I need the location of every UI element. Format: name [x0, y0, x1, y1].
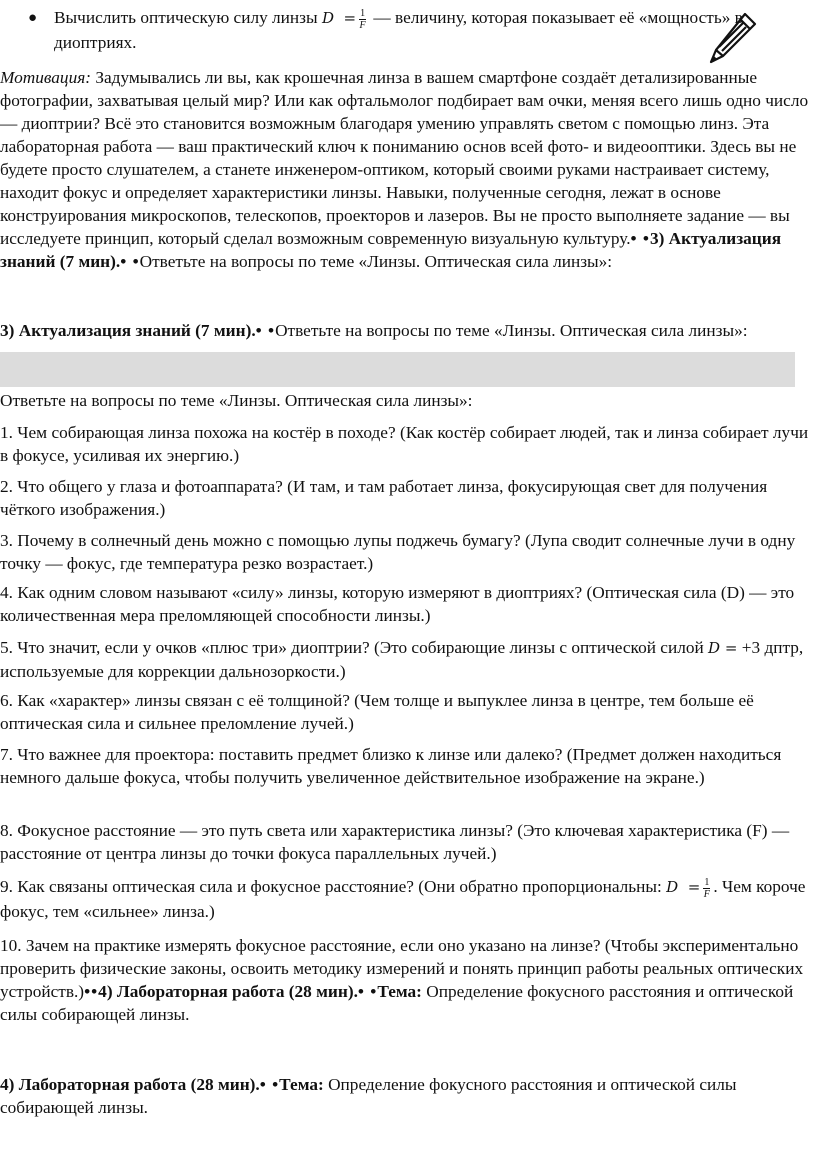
question-8 [0, 819, 812, 865]
fraction-numerator: 1 [704, 876, 710, 888]
bullet-dots: • • [630, 229, 650, 248]
q5-formula: D = [708, 639, 738, 657]
section4-heading-line [0, 1073, 812, 1119]
question-5 [0, 636, 812, 683]
fraction [703, 877, 710, 900]
bullet-dots: • • [259, 1075, 280, 1094]
motivation-text: Задумывались ли вы, как крошечная линза в вашем смартфоне создаёт детализированные фотографии, захватывая целый мир? Или как офтальмолог подбирает вам очки, меняя всего лишь одно число — диоптрии? Всё это становится возможным благодаря умению управлять светом с помощью линз. Эта лабораторная работа — ваш практический ключ к пониманию основ всей фото- и видеооптики. Здесь вы не будете просто слушателем, а станете инженером-оптиком, который своими руками настраивает систему, находит фокус и определяет характеристики линзы. Навыки, полученные сегодня, лежат в основе конструирования микроскопов, телескопов, проекторов и лазеров. Вы не просто выполняете задание — вы исследуете принцип, который сделал возможным современную визуальную культуру. [0, 68, 809, 248]
bullet-item [28, 6, 798, 54]
motivation-label: Мотивация: [0, 68, 92, 87]
q9-formula [666, 878, 700, 896]
bullet-icon: ● [28, 10, 38, 26]
section4-heading: 4) Лабораторная работа (28 мин). [0, 1075, 260, 1094]
inline-section-tail: Ответьте на вопросы по теме «Линзы. Оптическая сила линзы»: [139, 252, 613, 271]
fraction [359, 8, 366, 31]
q9-before: 9. Как связаны оптическая сила и фокусное расстояние? (Они обратно пропорциональны: [0, 877, 667, 896]
question-10 [0, 934, 812, 1026]
topic-label: Тема: [279, 1075, 324, 1094]
topic-text: Определение фокусного расстояния и оптической силы собирающей линзы. [0, 1075, 737, 1117]
formula-lhs: D [666, 878, 679, 896]
questions-intro [0, 389, 812, 412]
bullet-dots: • • [120, 252, 140, 271]
fraction-denominator: F [359, 19, 366, 31]
section3-heading-line [0, 319, 812, 342]
q5-after: +3 дптр, используемые для коррекции дальнозоркости.) [0, 638, 804, 681]
q10-text: 10. Зачем на практике измерять фокусное расстояние, если оно указано на линзе? (Чтобы экспериментально проверить физические законы, освоить методику измерений и понять принцип работы реальных оптических устройств.) [0, 936, 804, 1001]
question-text: 7. Что важнее для проектора: поставить предмет близко к линзе или далеко? (Предмет должен находиться немного дальше фокуса, чтобы получить увеличенное действительное изображение на экране.) [0, 745, 782, 787]
question-text: 8. Фокусное расстояние — это путь света или характеристика линзы? (Это ключевая характеристика (F) — расстояние от центра линзы до точки фокуса параллельных лучей.) [0, 821, 790, 863]
bullet-dots: • • [255, 321, 276, 340]
question-1 [0, 421, 812, 467]
question-2 [0, 475, 812, 521]
formula-eq: = [687, 878, 701, 896]
bullet-text-after: — величину, которая показывает её «мощность» в диоптриях. [54, 8, 743, 52]
q9-after: . Чем короче фокус, тем «сильнее» линза.) [0, 877, 806, 921]
gray-bar [0, 352, 795, 387]
question-text: 2. Что общего у глаза и фотоаппарата? (И там, и там работает линза, фокусирующая свет для получения чёткого изображения.) [0, 477, 768, 519]
bullet-text [54, 6, 798, 54]
questions-intro-text: Ответьте на вопросы по теме «Линзы. Оптическая сила линзы»: [0, 391, 473, 410]
topic-label: Тема: [377, 982, 422, 1001]
question-text [0, 636, 812, 683]
motivation-paragraph [0, 66, 812, 273]
fraction-denominator: F [703, 888, 710, 900]
bullet-dots: •• [84, 982, 99, 1001]
question-text: 6. Как «характер» линзы связан с её толщиной? (Чем толще и выпуклее линза в центре, тем больше её оптическая сила и сильнее преломление лучей.) [0, 691, 754, 733]
section3-heading: 3) Актуализация знаний (7 мин). [0, 321, 256, 340]
question-text [0, 934, 812, 1026]
question-text: 4. Как одним словом называют «силу» линзы, которую измеряют в диоптриях? (Оптическая сила (D) — это количественная мера преломляющей способности линзы.) [0, 583, 795, 625]
question-9 [0, 875, 812, 923]
bullet-text-before: Вычислить оптическую силу линзы [54, 8, 322, 27]
inline-section-heading: 4) Лабораторная работа (28 мин). [98, 982, 358, 1001]
pencil-icon [705, 10, 759, 68]
question-4 [0, 581, 812, 627]
q5-before: 5. Что значит, если у очков «плюс три» диоптрии? (Это собирающие линзы с оптической силой [0, 638, 709, 657]
topic-text: Определение фокусного расстояния и оптической силы собирающей линзы. [0, 982, 794, 1024]
bullet-dots: • • [357, 982, 378, 1001]
formula-lhs: D [321, 9, 334, 27]
fraction-numerator: 1 [360, 7, 366, 19]
question-7 [0, 743, 812, 789]
section3-tail: Ответьте на вопросы по теме «Линзы. Оптическая сила линзы»: [275, 321, 748, 340]
formula-d [322, 9, 356, 27]
formula-eq: = [343, 9, 357, 27]
question-3 [0, 529, 812, 575]
inline-section-heading: 3) Актуализация знаний (7 мин). [0, 229, 782, 271]
question-text: 3. Почему в солнечный день можно с помощью лупы поджечь бумагу? (Лупа сводит солнечные лучи в одну точку — фокус, где температура резко возрастает.) [0, 531, 796, 573]
question-6 [0, 689, 812, 735]
question-text [0, 875, 812, 923]
question-text: 1. Чем собирающая линза похожа на костёр в походе? (Как костёр собирает людей, так и линза собирает лучи в фокусе, усиливая их энергию.) [0, 423, 809, 465]
